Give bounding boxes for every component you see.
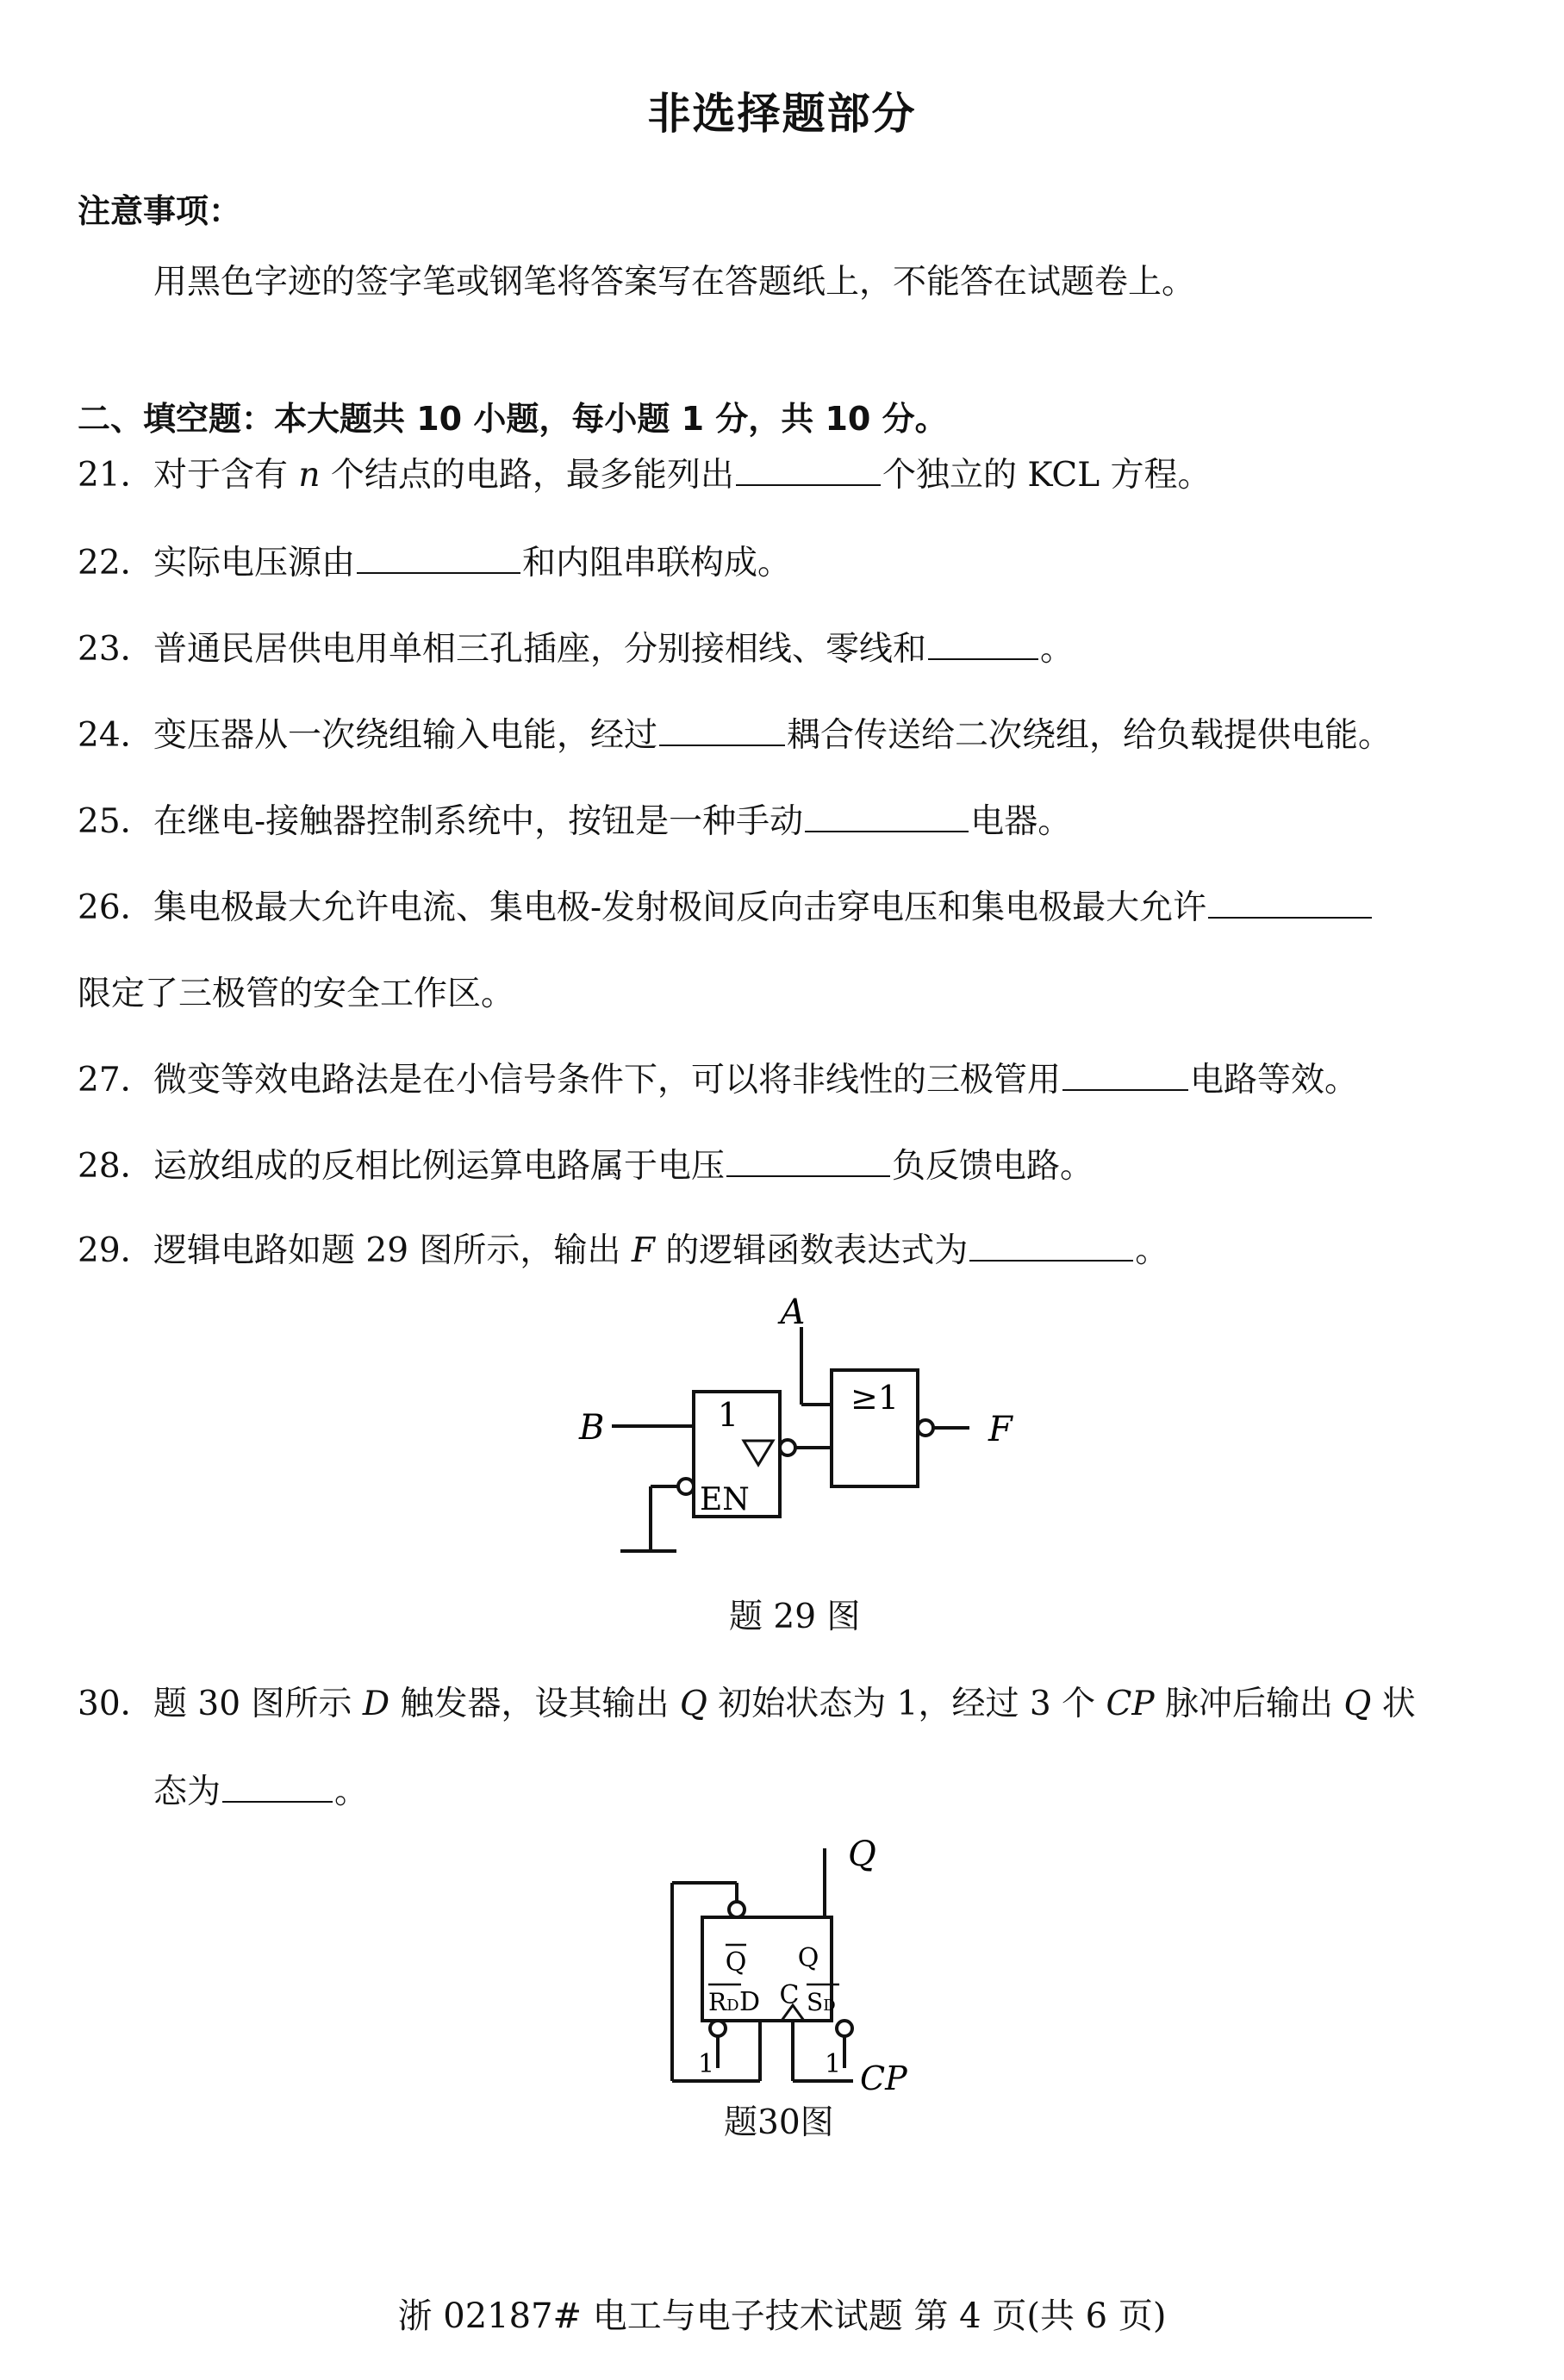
question-number: 25． [78,802,154,841]
question-28: 28．运放组成的反相比例运算电路属于电压 负反馈电路。 [78,1139,1094,1187]
answer-blank[interactable] [1208,916,1372,919]
label-a: A [780,1293,806,1332]
enable-bubble [678,1479,694,1494]
notice-heading: 注意事项： [78,192,242,230]
figure-30-caption: 题30图 [724,2103,834,2142]
section-heading: 二、填空题：本大题共 10 小题，每小题 1 分，共 10 分。 [78,400,948,438]
question-23: 23．普通民居供电用单相三孔插座，分别接相线、零线和 。 [78,622,1074,670]
qbar-output-bubble [729,1902,745,1917]
answer-blank[interactable] [928,657,1038,660]
question-25: 25．在继电-接触器控制系统中，按钮是一种手动 电器。 [78,794,1071,843]
question-number: 21． [78,456,154,495]
question-number: 24． [78,716,154,755]
answer-blank[interactable] [805,830,969,832]
answer-blank[interactable] [726,1174,890,1177]
answer-blank[interactable] [222,1800,333,1803]
answer-blank[interactable] [357,571,520,574]
answer-blank[interactable] [969,1259,1133,1262]
sd-bubble [837,2021,852,2036]
notice-text: 用黑色字迹的签字笔或钢笔将答案写在答题纸上，不能答在试题卷上。 [153,263,1196,302]
question-26-line2: 限定了三极管的安全工作区。 [78,975,515,1013]
question-21: 21．对于含有 n 个结点的电路，最多能列出 个独立的 KCL 方程。 [78,448,1212,496]
question-number: 26． [78,888,154,927]
or-symbol: ≥1 [850,1379,900,1417]
rd-bubble [710,2021,726,2036]
question-number: 23． [78,630,154,669]
question-number: 30． [78,1685,154,1723]
question-24: 24．变压器从一次绕组输入电能，经过 耦合传送给二次绕组，给负载提供电能。 [78,708,1392,757]
pin-q: Q [797,1943,819,1973]
pin-d: D [738,1987,761,2017]
question-number: 27． [78,1061,154,1100]
question-29: 29．逻辑电路如题 29 图所示，输出 F 的逻辑函数表达式为 。 [78,1224,1168,1272]
pin-qbar: Q [725,1947,747,1978]
pin-c: C [779,1980,800,2010]
question-number: 29． [78,1231,154,1270]
question-number: 28． [78,1147,154,1186]
label-f: F [988,1410,1013,1449]
buffer-symbol: 1 [717,1396,739,1434]
question-27: 27．微变等效电路法是在小信号条件下，可以将非线性的三极管用 电路等效。 [78,1053,1358,1101]
question-26: 26．集电极最大允许电流、集电极-发射极间反向击穿电压和集电极最大允许 [78,881,1374,929]
const-rd: 1 [698,2049,715,2079]
tristate-triangle-icon [744,1441,773,1465]
question-30-line2: 态为 。 [153,1773,369,1811]
answer-blank[interactable] [659,744,785,746]
nor-output-bubble [918,1420,933,1436]
page-title: 非选择题部分 [647,89,917,139]
label-q-output: Q [848,1840,876,1874]
const-sd: 1 [825,2049,842,2079]
question-22: 22．实际电压源由 和内阻串联构成。 [78,536,791,584]
figure-29-caption: 题 29 图 [729,1598,861,1636]
answer-blank[interactable] [736,483,881,486]
pin-sd: SD [807,1988,836,2016]
label-cp: CP [860,2059,907,2097]
question-30: 30．题 30 图所示 D 触发器，设其输出 Q 初始状态为 1，经过 3 个 CP 脉冲后输出 Q 状 [78,1677,1416,1725]
pin-rd: RD [708,1988,739,2016]
answer-blank[interactable] [1062,1088,1188,1091]
enable-label: EN [700,1482,750,1517]
figure-30-d-flipflop [655,1840,948,2098]
label-b: B [579,1408,605,1448]
figure-29-logic-circuit [551,1293,1034,1568]
buffer-output-bubble [780,1440,795,1455]
question-number: 22． [78,544,154,583]
page-footer: 浙 02187# 电工与电子技术试题 第 4 页(共 6 页) [397,2296,1167,2336]
